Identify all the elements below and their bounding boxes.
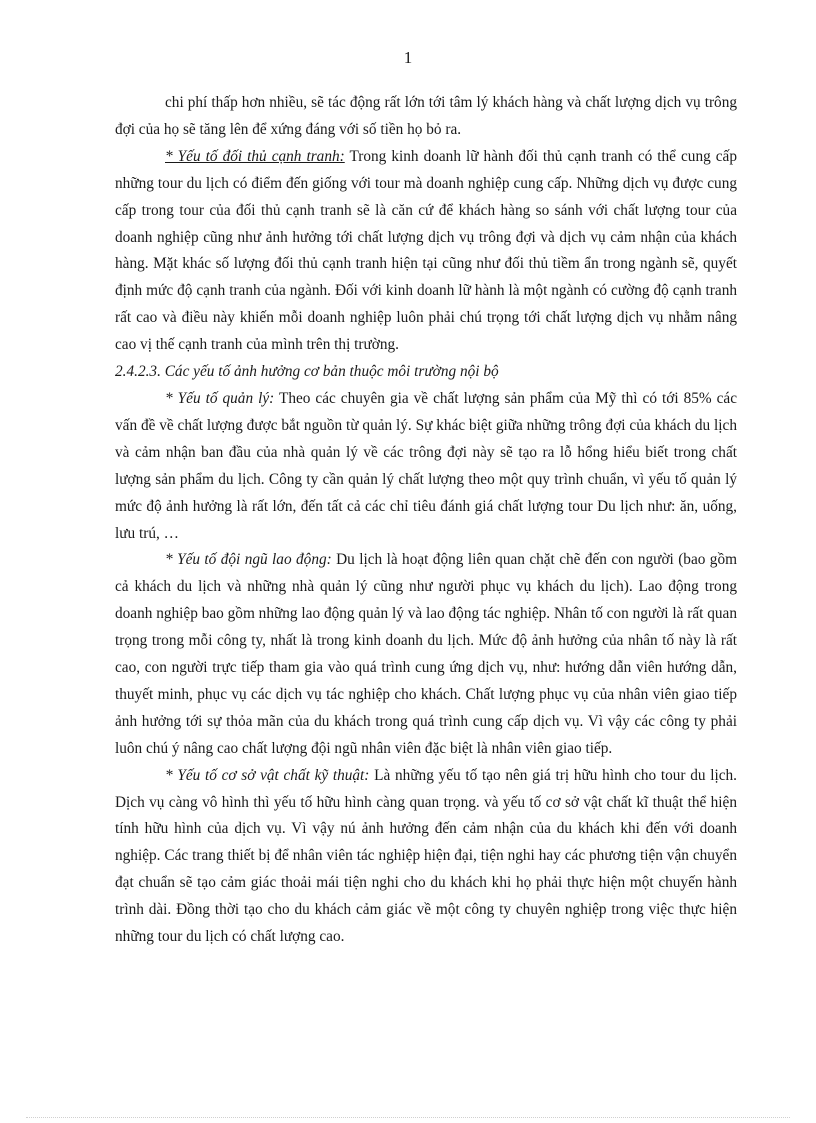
paragraph-workforce-factor <box>115 547 737 762</box>
paragraph-infrastructure-factor <box>115 763 737 951</box>
paragraph-management-factor <box>115 386 737 547</box>
footer-divider <box>26 1117 790 1118</box>
page-body <box>115 90 737 951</box>
paragraph-text: Là những yếu tố tạo nên giá trị hữu hình cho tour du lịch. Dịch vụ càng vô hình thì yếu tố hữu hình càng quan trọng. và yếu tố cơ sở vật chất kĩ thuật thể hiện tính hữu hình của dịch vụ. Vì vậy nú ảnh hưởng đến cảm nhận của du khách khi đến với doanh nghiệp. Các trang thiết bị để nhân viên tác nghiệp hiện đại, tiện nghi hay các phương tiện vận chuyển đạt chuẩn sẽ tạo cảm giác thoải mái tiện nghi cho du khách khi họ phải thực hiện một chuyến hành trình dài. Đồng thời tạo cho du khách cảm giác về một công ty chuyên nghiệp trong việc thực hiện những tour du lịch có chất lượng cao. <box>115 766 737 946</box>
paragraph-text: chi phí thấp hơn nhiều, sẽ tác động rất lớn tới tâm lý khách hàng và chất lượng dịch vụ trông đợi của họ sẽ tăng lên để xứng đáng với số tiền họ bỏ ra. <box>115 94 737 138</box>
paragraph-label: * Yếu tố đối thủ cạnh tranh: <box>165 147 345 165</box>
paragraph-continuation <box>115 90 737 144</box>
paragraph-text: Du lịch là hoạt động liên quan chặt chẽ đến con người (bao gồm cả khách du lịch và những nhà quản lý cũng như người phục vụ khách du lịch). Lao động trong doanh nghiệp bao gồm những lao động quản lý và lao động tác nghiệp. Nhân tố con người là rất quan trọng trong mỗi công ty, nhất là trong kinh doanh du lịch. Mức độ ảnh hưởng của nhân tố này là rất cao, con người trực tiếp tham gia vào quá trình cung ứng dịch vụ, như: hướng dẫn viên hướng dẫn, thuyết minh, phục vụ các dịch vụ tác nghiệp cho khách. Chất lượng phục vụ của nhân viên giao tiếp ảnh hưởng tới sự thỏa mãn của du khách trong quá trình cung cấp dịch vụ. Vì vậy các công ty phải luôn chú ý nâng cao chất lượng đội ngũ nhân viên đặc biệt là nhân viên giao tiếp. <box>115 551 737 757</box>
paragraph-label: * Yếu tố quản lý: <box>165 389 275 407</box>
paragraph-text: Theo các chuyên gia về chất lượng sản phẩm của Mỹ thì có tới 85% các vấn đề về chất lượng được bắt nguồn từ quản lý. Sự khác biệt giữa những trông đợi của khách du lịch và cảm nhận ban đầu của nhà quản lý về các trông đợi này sẽ tạo ra lỗ hổng hiểu biết trong chất lượng sản phẩm du lịch. Công ty cần quản lý chất lượng theo một quy trình chuẩn, vì yếu tố quản lý mức độ ảnh hưởng là rất lớn, đến tất cả các chỉ tiêu đánh giá chất lượng tour Du lịch như: ăn, uống, lưu trú, … <box>115 389 737 542</box>
section-heading: 2.4.2.3. Các yếu tố ảnh hưởng cơ bản thuộc môi trường nội bộ <box>115 363 499 381</box>
paragraph-label: * Yếu tố cơ sở vật chất kỹ thuật: <box>165 766 370 784</box>
paragraph-text: Trong kinh doanh lữ hành đối thủ cạnh tranh có thể cung cấp những tour du lịch có điểm đến giống với tour mà doanh nghiệp cung cấp. Những dịch vụ được cung cấp trong tour của đối thủ cạnh tranh sẽ là căn cứ để khách hàng so sánh với chất lượng tour của doanh nghiệp cũng như ảnh hưởng tới chất lượng dịch vụ trông đợi và dịch vụ cảm nhận của khách hàng. Mặt khác số lượng đối thủ cạnh tranh hiện tại cũng như đối thủ tiềm ẩn trong ngành sẽ, quyết định mức độ cạnh tranh của ngành. Đối với kinh doanh lữ hành là một ngành có cường độ cạnh tranh rất cao và điều này khiến mỗi doanh nghiệp luôn phải chú trọng tới chất lượng dịch vụ nhằm nâng cao vị thế cạnh tranh của mình trên thị trường. <box>115 147 737 354</box>
paragraph-competitor-factor <box>115 144 737 359</box>
page-number: 1 <box>403 48 413 67</box>
paragraph-label: * Yếu tố đội ngũ lao động: <box>165 551 332 569</box>
